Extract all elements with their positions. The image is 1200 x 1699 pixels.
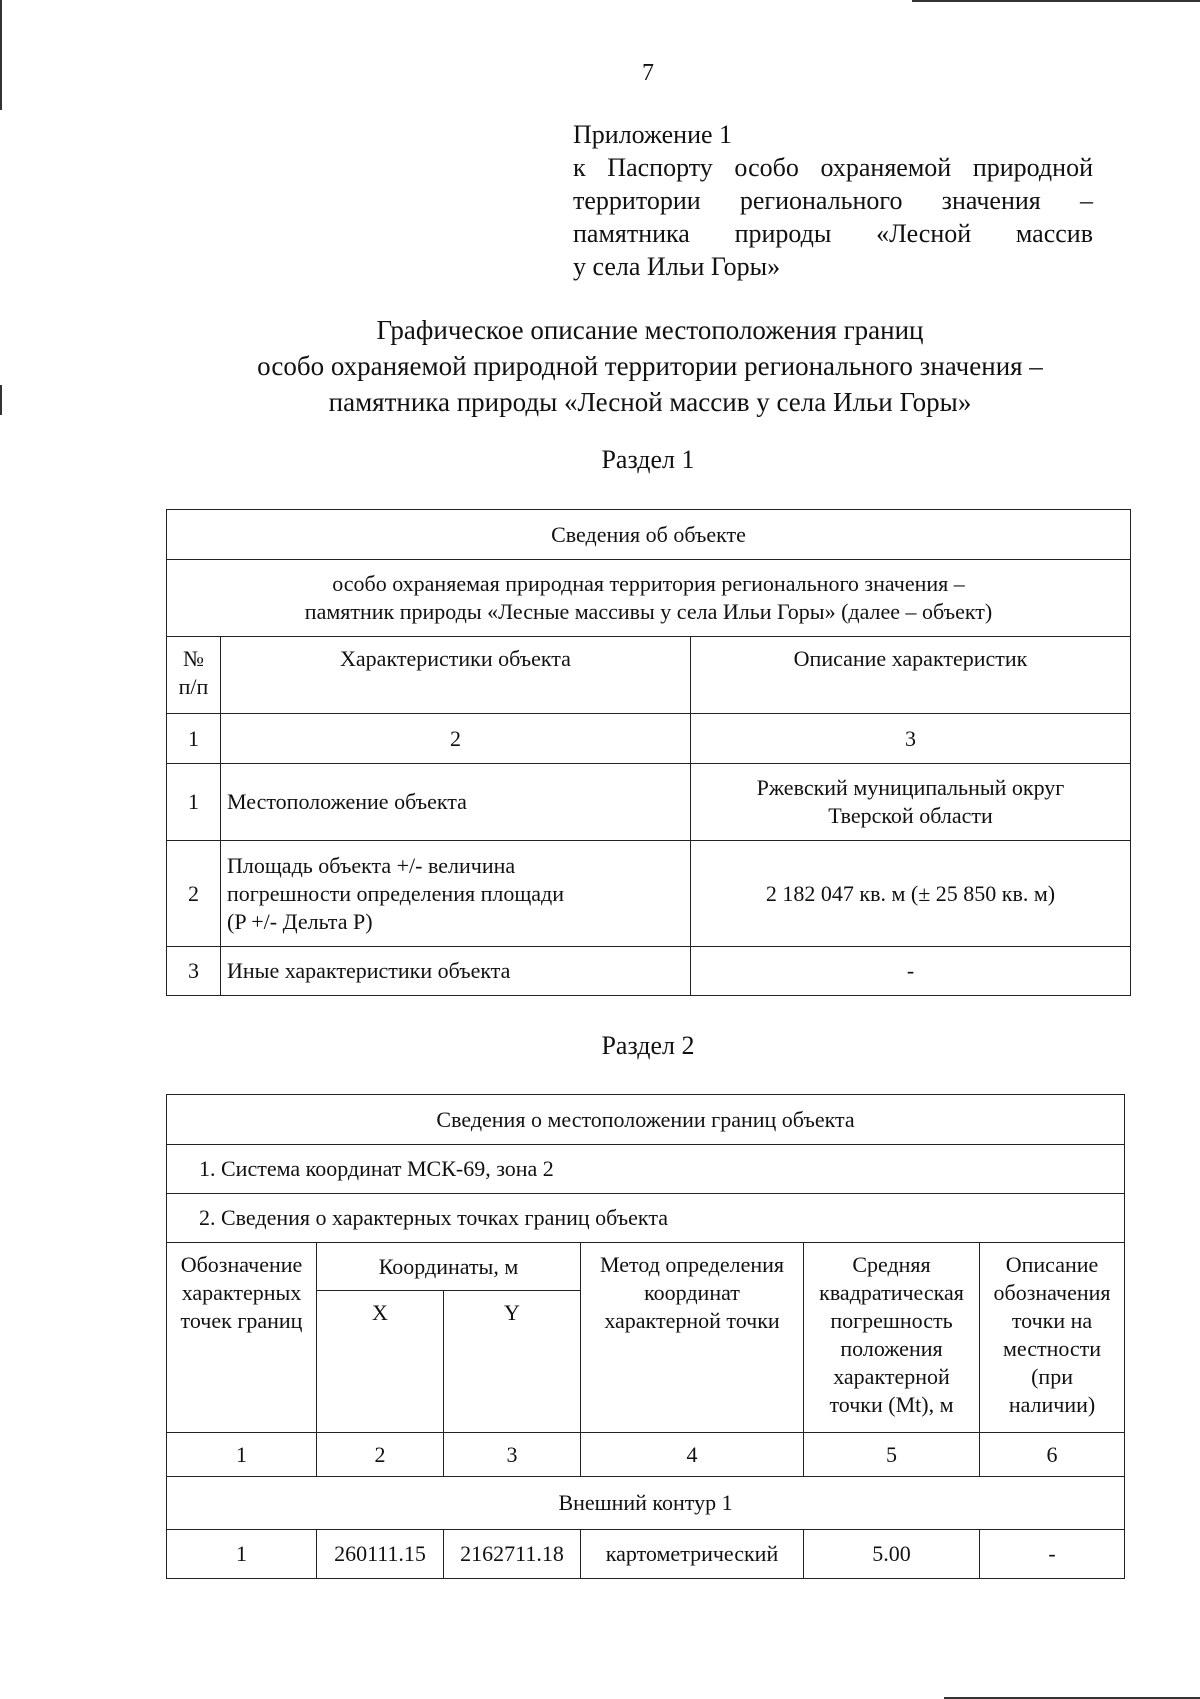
col-header-characteristics: Характеристики объекта [221,637,691,714]
appendix-line-4: памятника природы «Лесной массив [573,219,1093,248]
row-description [691,764,1131,841]
appendix-line-3: территории регионального значения – [573,186,1093,215]
row-description-line-1: Ржевский муниципальный округ [756,775,1065,800]
col-header-method: Метод определения координат характерной точки [581,1243,804,1433]
row-num: 2 [167,841,221,947]
appendix-line-1: Приложение 1 [573,120,733,149]
section-2-heading: Раздел 2 [601,1031,695,1060]
table-row [167,841,1131,947]
object-description-line-2: памятник природы «Лесные массивы у села Ильи Горы» (далее – объект) [304,599,993,624]
col-number-3: 3 [691,714,1131,764]
col-number-5: 5 [804,1433,980,1477]
document-title [160,312,1140,420]
title-line-1: Графическое описание местоположения границ [376,315,924,345]
col-number-4: 4 [581,1433,804,1477]
point-id: 1 [167,1530,317,1579]
table-row [167,1530,1125,1579]
appendix-line-5: у села Ильи Горы» [573,252,781,281]
coordinate-system: 1. Система координат МСК-69, зона 2 [167,1145,1125,1194]
contour-label: Внешний контур 1 [167,1477,1125,1530]
col-header-y: Y [444,1291,581,1433]
point-x: 260111.15 [317,1530,444,1579]
row-description: 2 182 047 кв. м (± 25 850 кв. м) [691,841,1131,947]
object-description-line-1: особо охраняемая природная территория регионального значения – [332,571,965,596]
object-info-table [166,509,1131,996]
col-header-x: X [317,1291,444,1433]
col-number-6: 6 [980,1433,1125,1477]
col-header-mean-error: Средняя квадратическая погрешность положения характерной точки (Mt), м [804,1243,980,1433]
row-characteristic [221,841,691,947]
row-characteristic-line-2: погрешности определения площади [227,880,565,906]
col-header-point-description: Описание обозначения точки на местности (при наличии) [980,1243,1125,1433]
title-line-2: особо охраняемой природной территории регионального значения – [257,351,1043,381]
col-header-description: Описание характеристик [691,637,1131,714]
col-number-1: 1 [167,714,221,764]
title-line-3: памятника природы «Лесной массив у села Ильи Горы» [328,387,972,417]
col-header-num: № п/п [167,637,221,714]
row-characteristic-line-3: (P +/- Дельта P) [227,908,373,934]
section-1-heading: Раздел 1 [601,445,695,474]
table-row [167,947,1131,996]
col-header-point-designation: Обозначение характерных точек границ [167,1243,317,1433]
point-description: - [980,1530,1125,1579]
row-num: 1 [167,764,221,841]
scan-artifact-top [912,0,1200,2]
appendix-line-2: к Паспорту особо охраняемой природной [573,153,1093,182]
point-method: картометрический [581,1530,804,1579]
row-num: 3 [167,947,221,996]
row-description: - [691,947,1131,996]
boundary-points-table [166,1094,1125,1579]
row-characteristic: Иные характеристики объекта [221,947,691,996]
row-characteristic: Местоположение объекта [221,764,691,841]
boundary-header: Сведения о местоположении границ объекта [167,1095,1125,1145]
col-number-2: 2 [317,1433,444,1477]
point-y: 2162711.18 [444,1530,581,1579]
page-number: 7 [642,60,654,86]
col-header-coordinates: Координаты, м [317,1243,581,1291]
row-characteristic-line-1: Площадь объекта +/- величина [227,852,516,878]
table-row [167,764,1131,841]
col-number-3: 3 [444,1433,581,1477]
col-number-2: 2 [221,714,691,764]
object-info-header: Сведения об объекте [167,510,1131,560]
scan-artifact-left [0,0,2,110]
scan-artifact-left-2 [0,385,2,415]
points-info: 2. Сведения о характерных точках границ объекта [167,1194,1125,1243]
row-description-line-2: Тверской области [828,803,993,828]
point-mean-error: 5.00 [804,1530,980,1579]
object-description [167,560,1131,637]
col-number-1: 1 [167,1433,317,1477]
appendix-block [573,118,1093,283]
